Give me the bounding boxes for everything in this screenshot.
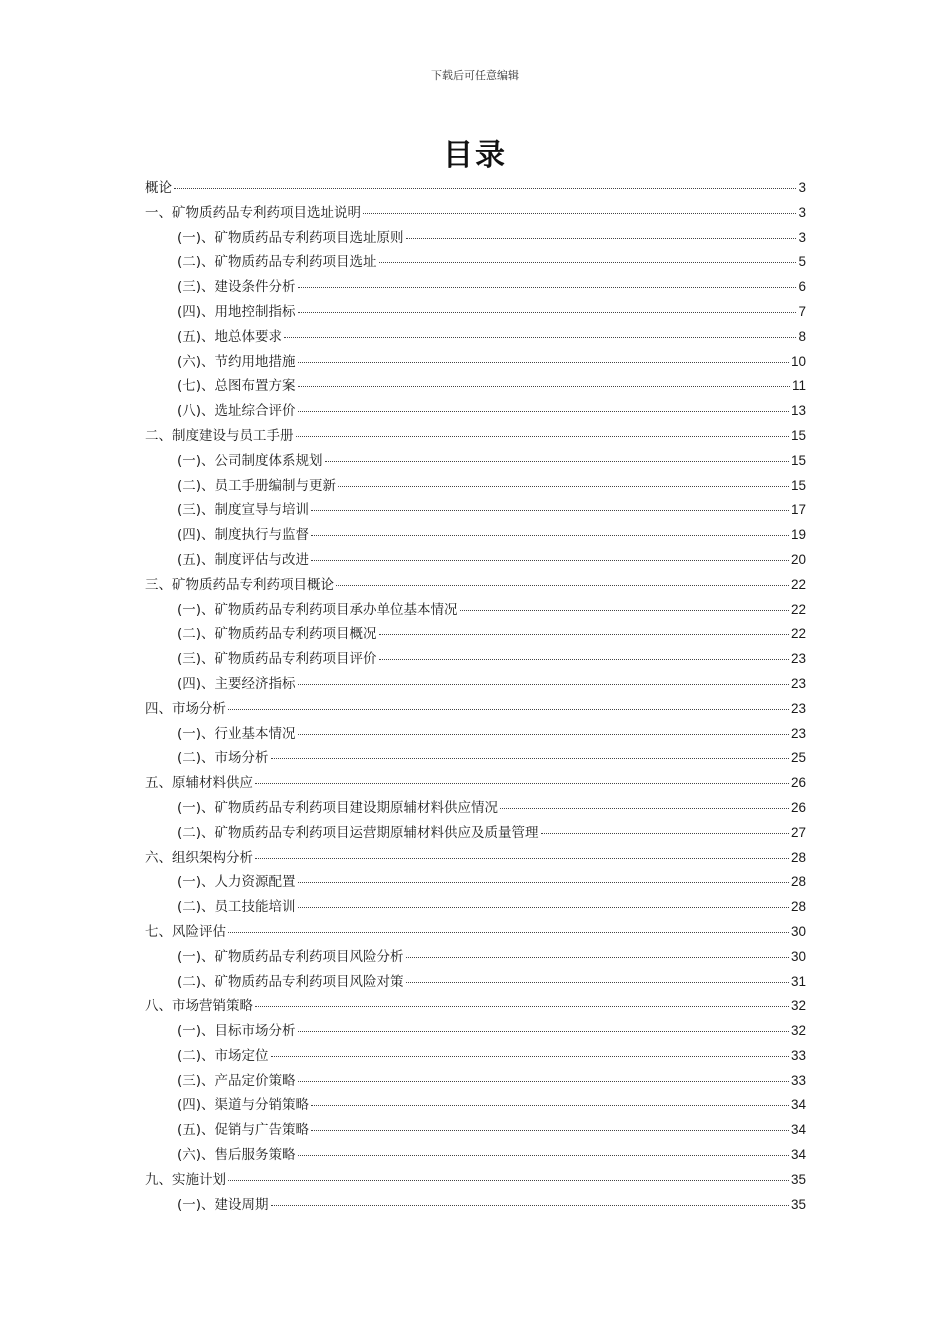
toc-entry[interactable] xyxy=(145,1019,806,1044)
toc-entry-page-number: 26 xyxy=(790,799,806,815)
toc-dot-leader xyxy=(228,709,789,710)
toc-dot-leader xyxy=(298,1081,789,1082)
toc-entry-label: (四)、渠道与分销策略 xyxy=(177,1097,310,1114)
toc-entry-page-number: 28 xyxy=(790,874,806,890)
toc-entry-label: 八、市场营销策略 xyxy=(145,998,253,1015)
toc-entry[interactable] xyxy=(145,746,806,771)
toc-entry[interactable] xyxy=(145,275,806,300)
toc-dot-leader xyxy=(379,262,797,263)
toc-entry-label: (五)、地总体要求 xyxy=(177,328,283,345)
toc-entry-page-number: 33 xyxy=(790,1072,806,1088)
toc-entry-label: (四)、主要经济指标 xyxy=(177,675,296,692)
toc-entry-label: 四、市场分析 xyxy=(145,700,226,717)
toc-dot-leader xyxy=(500,808,789,809)
toc-entry[interactable] xyxy=(145,994,806,1019)
toc-entry[interactable] xyxy=(145,325,806,350)
toc-entry[interactable] xyxy=(145,1118,806,1143)
toc-dot-leader xyxy=(298,1031,789,1032)
toc-entry[interactable] xyxy=(145,250,806,275)
toc-dot-leader xyxy=(298,312,797,313)
toc-entry-label: (二)、矿物质药品专利药项目风险对策 xyxy=(177,973,404,990)
toc-entry-label: (六)、售后服务策略 xyxy=(177,1147,296,1164)
toc-entry-label: (七)、总图布置方案 xyxy=(177,378,296,395)
toc-entry[interactable] xyxy=(145,647,806,672)
toc-dot-leader xyxy=(255,783,789,784)
toc-entry-page-number: 34 xyxy=(790,1147,806,1163)
toc-dot-leader xyxy=(284,337,796,338)
toc-entry-label: 概论 xyxy=(145,180,172,196)
toc-entry-page-number: 23 xyxy=(790,725,806,741)
toc-entry-page-number: 10 xyxy=(790,353,806,369)
toc-entry[interactable] xyxy=(145,945,806,970)
toc-entry-page-number: 30 xyxy=(790,948,806,964)
toc-dot-leader xyxy=(311,560,789,561)
table-of-contents xyxy=(145,176,806,1217)
toc-entry-page-number: 17 xyxy=(790,502,806,518)
toc-dot-leader xyxy=(255,858,789,859)
toc-entry[interactable] xyxy=(145,895,806,920)
toc-dot-leader xyxy=(311,1105,789,1106)
toc-dot-leader xyxy=(311,1130,789,1131)
toc-entry-page-number: 3 xyxy=(798,204,806,220)
toc-entry-label: (一)、矿物质药品专利药项目承办单位基本情况 xyxy=(177,601,458,618)
toc-entry-page-number: 27 xyxy=(790,824,806,840)
toc-dot-leader xyxy=(379,659,789,660)
toc-entry-label: (三)、制度宣导与培训 xyxy=(177,502,310,519)
toc-entry-label: 六、组织架构分析 xyxy=(145,849,253,866)
toc-entry-page-number: 28 xyxy=(790,849,806,865)
toc-dot-leader xyxy=(271,758,789,759)
toc-entry-page-number: 31 xyxy=(790,973,806,989)
toc-entry-page-number: 35 xyxy=(790,1196,806,1212)
toc-entry-label: 九、实施计划 xyxy=(145,1171,226,1188)
toc-entry[interactable] xyxy=(145,970,806,995)
toc-entry-label: (二)、员工手册编制与更新 xyxy=(177,477,337,494)
toc-entry-label: (四)、制度执行与监督 xyxy=(177,527,310,544)
toc-entry[interactable] xyxy=(145,771,806,796)
toc-entry-page-number: 15 xyxy=(790,427,806,443)
toc-dot-leader xyxy=(255,1006,789,1007)
toc-entry-page-number: 3 xyxy=(798,229,806,245)
toc-entry-page-number: 28 xyxy=(790,899,806,915)
toc-entry[interactable] xyxy=(145,672,806,697)
toc-dot-leader xyxy=(298,734,789,735)
toc-entry-page-number: 23 xyxy=(790,700,806,716)
toc-entry-label: (三)、产品定价策略 xyxy=(177,1072,296,1089)
toc-entry-page-number: 19 xyxy=(790,527,806,543)
toc-dot-leader xyxy=(460,610,789,611)
toc-entry-label: (一)、矿物质药品专利药项目选址原则 xyxy=(177,229,404,246)
toc-entry[interactable] xyxy=(145,1168,806,1193)
toc-entry-page-number: 5 xyxy=(798,254,806,270)
toc-entry-label: (二)、矿物质药品专利药项目选址 xyxy=(177,254,377,271)
toc-entry-page-number: 32 xyxy=(790,998,806,1014)
toc-dot-leader xyxy=(298,882,789,883)
toc-entry-label: 七、风险评估 xyxy=(145,923,226,940)
toc-entry[interactable] xyxy=(145,201,806,226)
toc-entry-page-number: 34 xyxy=(790,1097,806,1113)
toc-dot-leader xyxy=(406,982,789,983)
toc-entry-page-number: 32 xyxy=(790,1023,806,1039)
toc-dot-leader xyxy=(298,907,789,908)
toc-entry-page-number: 26 xyxy=(790,775,806,791)
toc-entry[interactable] xyxy=(145,697,806,722)
toc-entry-page-number: 6 xyxy=(798,279,806,295)
toc-entry[interactable] xyxy=(145,598,806,623)
toc-entry[interactable] xyxy=(145,300,806,325)
toc-entry-page-number: 11 xyxy=(791,378,806,394)
toc-entry[interactable] xyxy=(145,350,806,375)
toc-entry-page-number: 35 xyxy=(790,1171,806,1187)
toc-entry-page-number: 3 xyxy=(798,180,806,195)
toc-entry[interactable] xyxy=(145,796,806,821)
toc-entry-label: (一)、人力资源配置 xyxy=(177,874,296,891)
toc-dot-leader xyxy=(298,362,789,363)
toc-entry[interactable] xyxy=(145,573,806,598)
toc-dot-leader xyxy=(228,1180,789,1181)
toc-entry-label: (八)、选址综合评价 xyxy=(177,403,296,420)
toc-entry-page-number: 15 xyxy=(790,452,806,468)
toc-entry-page-number: 30 xyxy=(790,923,806,939)
toc-entry-label: (二)、市场定位 xyxy=(177,1047,269,1064)
toc-entry-label: (一)、矿物质药品专利药项目建设期原辅材料供应情况 xyxy=(177,799,499,816)
toc-entry-label: (一)、公司制度体系规划 xyxy=(177,452,323,469)
toc-dot-leader xyxy=(298,1155,789,1156)
toc-entry-page-number: 33 xyxy=(790,1047,806,1063)
toc-entry[interactable] xyxy=(145,722,806,747)
toc-entry-page-number: 23 xyxy=(790,651,806,667)
toc-dot-leader xyxy=(338,486,789,487)
toc-entry-label: (五)、制度评估与改进 xyxy=(177,551,310,568)
toc-entry[interactable] xyxy=(145,1069,806,1094)
toc-dot-leader xyxy=(379,634,789,635)
toc-entry-label: 五、原辅材料供应 xyxy=(145,775,253,792)
toc-dot-leader xyxy=(363,213,796,214)
toc-entry[interactable] xyxy=(145,498,806,523)
toc-entry[interactable] xyxy=(145,374,806,399)
toc-dot-leader xyxy=(325,461,789,462)
toc-dot-leader xyxy=(298,287,797,288)
toc-entry-label: (二)、市场分析 xyxy=(177,750,269,767)
toc-entry-page-number: 20 xyxy=(790,551,806,567)
toc-entry[interactable] xyxy=(145,176,806,201)
toc-entry-page-number: 23 xyxy=(790,675,806,691)
toc-entry-page-number: 8 xyxy=(798,328,806,344)
toc-entry-label: (二)、员工技能培训 xyxy=(177,899,296,916)
toc-dot-leader xyxy=(406,238,797,239)
toc-entry[interactable] xyxy=(145,523,806,548)
toc-entry[interactable] xyxy=(145,1044,806,1069)
toc-entry[interactable] xyxy=(145,1143,806,1168)
toc-dot-leader xyxy=(174,188,796,189)
toc-dot-leader xyxy=(271,1056,789,1057)
toc-entry-page-number: 34 xyxy=(790,1122,806,1138)
toc-dot-leader xyxy=(228,932,789,933)
toc-entry-label: (三)、建设条件分析 xyxy=(177,279,296,296)
toc-entry-label: (三)、矿物质药品专利药项目评价 xyxy=(177,651,377,668)
toc-entry-page-number: 15 xyxy=(790,477,806,493)
toc-entry-label: 二、制度建设与员工手册 xyxy=(145,427,294,444)
toc-entry-label: (二)、矿物质药品专利药项目概况 xyxy=(177,626,377,643)
toc-entry[interactable] xyxy=(145,474,806,499)
toc-entry-label: 一、矿物质药品专利药项目选址说明 xyxy=(145,204,361,221)
toc-entry-label: (五)、促销与广告策略 xyxy=(177,1122,310,1139)
toc-dot-leader xyxy=(298,386,790,387)
toc-entry[interactable] xyxy=(145,1093,806,1118)
toc-dot-leader xyxy=(311,510,789,511)
header-note: 下载后可任意编辑 xyxy=(431,69,519,82)
toc-entry-label: (一)、建设周期 xyxy=(177,1196,269,1213)
toc-entry-page-number: 13 xyxy=(790,403,806,419)
toc-entry[interactable] xyxy=(145,548,806,573)
toc-entry[interactable] xyxy=(145,846,806,871)
toc-dot-leader xyxy=(271,1205,789,1206)
toc-dot-leader xyxy=(298,684,789,685)
toc-entry-label: (一)、目标市场分析 xyxy=(177,1023,296,1040)
toc-entry[interactable] xyxy=(145,424,806,449)
toc-entry-label: (一)、矿物质药品专利药项目风险分析 xyxy=(177,948,404,965)
toc-entry-page-number: 25 xyxy=(790,750,806,766)
toc-dot-leader xyxy=(311,535,789,536)
toc-dot-leader xyxy=(406,957,789,958)
toc-entry-page-number: 22 xyxy=(790,626,806,642)
toc-dot-leader xyxy=(541,833,789,834)
toc-entry-page-number: 22 xyxy=(790,576,806,592)
toc-entry[interactable] xyxy=(145,449,806,474)
toc-dot-leader xyxy=(296,436,789,437)
toc-entry[interactable] xyxy=(145,1193,806,1218)
toc-dot-leader xyxy=(298,411,789,412)
toc-entry-label: (六)、节约用地措施 xyxy=(177,353,296,370)
toc-entry-page-number: 7 xyxy=(798,303,806,319)
toc-entry-label: (二)、矿物质药品专利药项目运营期原辅材料供应及质量管理 xyxy=(177,824,539,841)
toc-entry[interactable] xyxy=(145,870,806,895)
page-title: 目录 xyxy=(443,138,507,173)
toc-entry[interactable] xyxy=(145,821,806,846)
toc-entry-label: (一)、行业基本情况 xyxy=(177,725,296,742)
toc-entry-label: (四)、用地控制指标 xyxy=(177,303,296,320)
toc-entry[interactable] xyxy=(145,226,806,251)
toc-entry-page-number: 22 xyxy=(790,601,806,617)
toc-dot-leader xyxy=(336,585,789,586)
toc-entry[interactable] xyxy=(145,622,806,647)
toc-entry[interactable] xyxy=(145,920,806,945)
toc-entry-label: 三、矿物质药品专利药项目概论 xyxy=(145,576,334,593)
toc-entry[interactable] xyxy=(145,399,806,424)
